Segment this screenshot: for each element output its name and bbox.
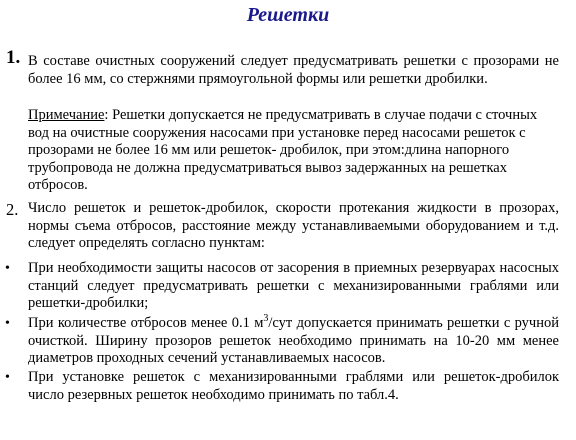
bullet-2-superscript: 3 — [263, 313, 269, 325]
bullet-1-text: При необходимости защиты насосов от засорения в приемных резервуарах насосных станций следует предусматривать решетки с механизированными граблями или решетки-дробилки; — [28, 260, 559, 312]
bullet-2-text — [28, 315, 559, 368]
note-label: Примечание — [28, 107, 105, 123]
bullet-2-marker: • — [5, 316, 10, 331]
bullet-1-marker: • — [5, 261, 10, 276]
page-title: Решетки — [246, 4, 330, 26]
item-2-text: Число решеток и решеток-дробилок, скорости протекания жидкости в прозорах, нормы съема отбросов, расстояние между устанавливаемыми оборудованием и т.д. следует определять согласно пунктам: — [28, 200, 559, 252]
item-2-marker: 2. — [6, 200, 19, 219]
bullet-2-text-after: /сут допускается принимать решетки с ручной очисткой. Ширину прозоров решеток необходимо принимать на 10-20 мм менее диаметров проходных сечений устанавливаемых насосов. — [28, 315, 559, 367]
bullet-3-marker: • — [5, 370, 10, 385]
note-paragraph — [28, 107, 559, 195]
bullet-2-text-before: При количестве отбросов менее 0.1 м — [28, 315, 264, 331]
note-text: : Решетки допускается не предусматривать в случае подачи с сточных вод на очистные сооружения насосами при установке перед насосами решеток с прозорами не более 16 мм или решеток- дробилок, при этом:длина напорного трубопровода не должна предусматриваться вывоз задержанных на решетках отбросов. — [28, 107, 538, 194]
item-1-text: В составе очистных сооружений следует предусматривать решетки с прозорами не более 16 мм, со стержнями прямоугольной формы или решетки дробилки. — [28, 53, 559, 87]
bullet-3-text: При установке решеток с механизированными граблями или решеток-дробилок число резервных решеток необходимо принимать по табл.4. — [28, 369, 559, 403]
item-1-marker: 1. — [6, 47, 21, 68]
